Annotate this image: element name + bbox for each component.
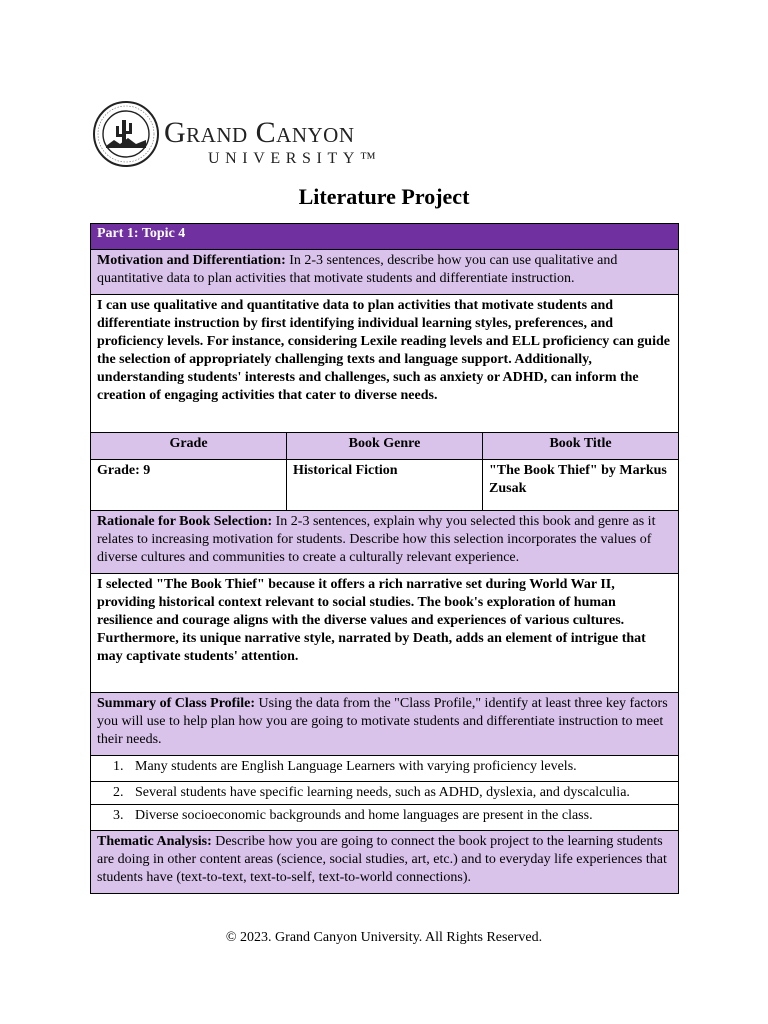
list-item-number: 3.: [113, 808, 124, 823]
grade-cell: Grade: 9: [91, 460, 287, 511]
rationale-label: Rationale for Book Selection:: [97, 514, 273, 529]
class-profile-prompt-text: Using the data from the "Class Profile," identify at least three key factors you will use to help plan how you are going to motivate students and differentiate instruction to meet their needs.: [97, 696, 668, 747]
thematic-label: Thematic Analysis:: [97, 834, 212, 849]
copyright-footer: © 2023. Grand Canyon University. All Rights Reserved.: [225, 930, 543, 945]
genre-cell: Historical Fiction: [287, 460, 483, 511]
thematic-prompt-text: Describe how you are going to connect the book project to the learning students are doing in other content areas (science, social studies, art, etc.) and to everyday life experiences that students have (text-to-text, text-to-self, text-to-world connections).: [97, 834, 667, 885]
col-header-title: Book Title: [483, 433, 679, 460]
motivation-prompt-text: In 2-3 sentences, describe how you can use qualitative and quantitative data to plan activities that motivate students and differentiate instruction.: [97, 253, 618, 286]
rationale-prompt: [91, 511, 679, 574]
logo-name-line1: Grand Canyon: [164, 116, 355, 149]
part-header: Part 1: Topic 4: [91, 224, 679, 250]
col-header-genre: Book Genre: [287, 433, 483, 460]
gcu-logo: [92, 100, 402, 172]
list-item-text: Many students are English Language Learners with varying proficiency levels.: [135, 759, 577, 774]
university-seal-icon: [92, 100, 160, 168]
class-profile-label: Summary of Class Profile:: [97, 696, 255, 711]
literature-project-table: [90, 223, 679, 894]
list-item: [91, 782, 679, 805]
list-item-number: 1.: [113, 759, 124, 774]
list-item-number: 2.: [113, 785, 124, 800]
list-item-text: Diverse socioeconomic backgrounds and home languages are present in the class.: [135, 808, 593, 823]
motivation-response: I can use qualitative and quantitative data to plan activities that motivate students and differentiate instruction by first identifying individual learning styles, preferences, and proficiency levels. For instance, considering Lexile reading levels and ELL proficiency can guide the selection of appropriately challenging texts and language support. Additionally, understanding students' interests and challenges, such as anxiety or ADHD, can inform the creation of engaging activities that cater to diverse needs.: [91, 295, 679, 433]
motivation-prompt: [91, 250, 679, 295]
thematic-prompt: [91, 831, 679, 894]
motivation-label: Motivation and Differentiation:: [97, 253, 286, 268]
list-item: [91, 805, 679, 831]
logo-name-line2: UNIVERSITY™: [208, 150, 382, 167]
col-header-grade: Grade: [91, 433, 287, 460]
list-item-text: Several students have specific learning needs, such as ADHD, dyslexia, and dyscalculia.: [135, 785, 630, 800]
rationale-response: I selected "The Book Thief" because it offers a rich narrative set during World War II, providing historical context relevant to social studies. The book's exploration of human resilience and courage aligns with the diverse values and experiences of various cultures. Furthermore, its unique narrative style, narrated by Death, adds an element of intrigue that may captivate students' attention.: [91, 574, 679, 693]
class-profile-prompt: [91, 693, 679, 756]
book-title-cell: "The Book Thief" by Markus Zusak: [483, 460, 679, 511]
page-title: Literature Project: [298, 184, 470, 209]
rationale-prompt-text: In 2-3 sentences, explain why you selected this book and genre as it relates to increasing motivation for students. Describe how this selection incorporates the values of diverse cultures and communities to create a culturally relevant experience.: [97, 514, 656, 565]
list-item: [91, 756, 679, 782]
